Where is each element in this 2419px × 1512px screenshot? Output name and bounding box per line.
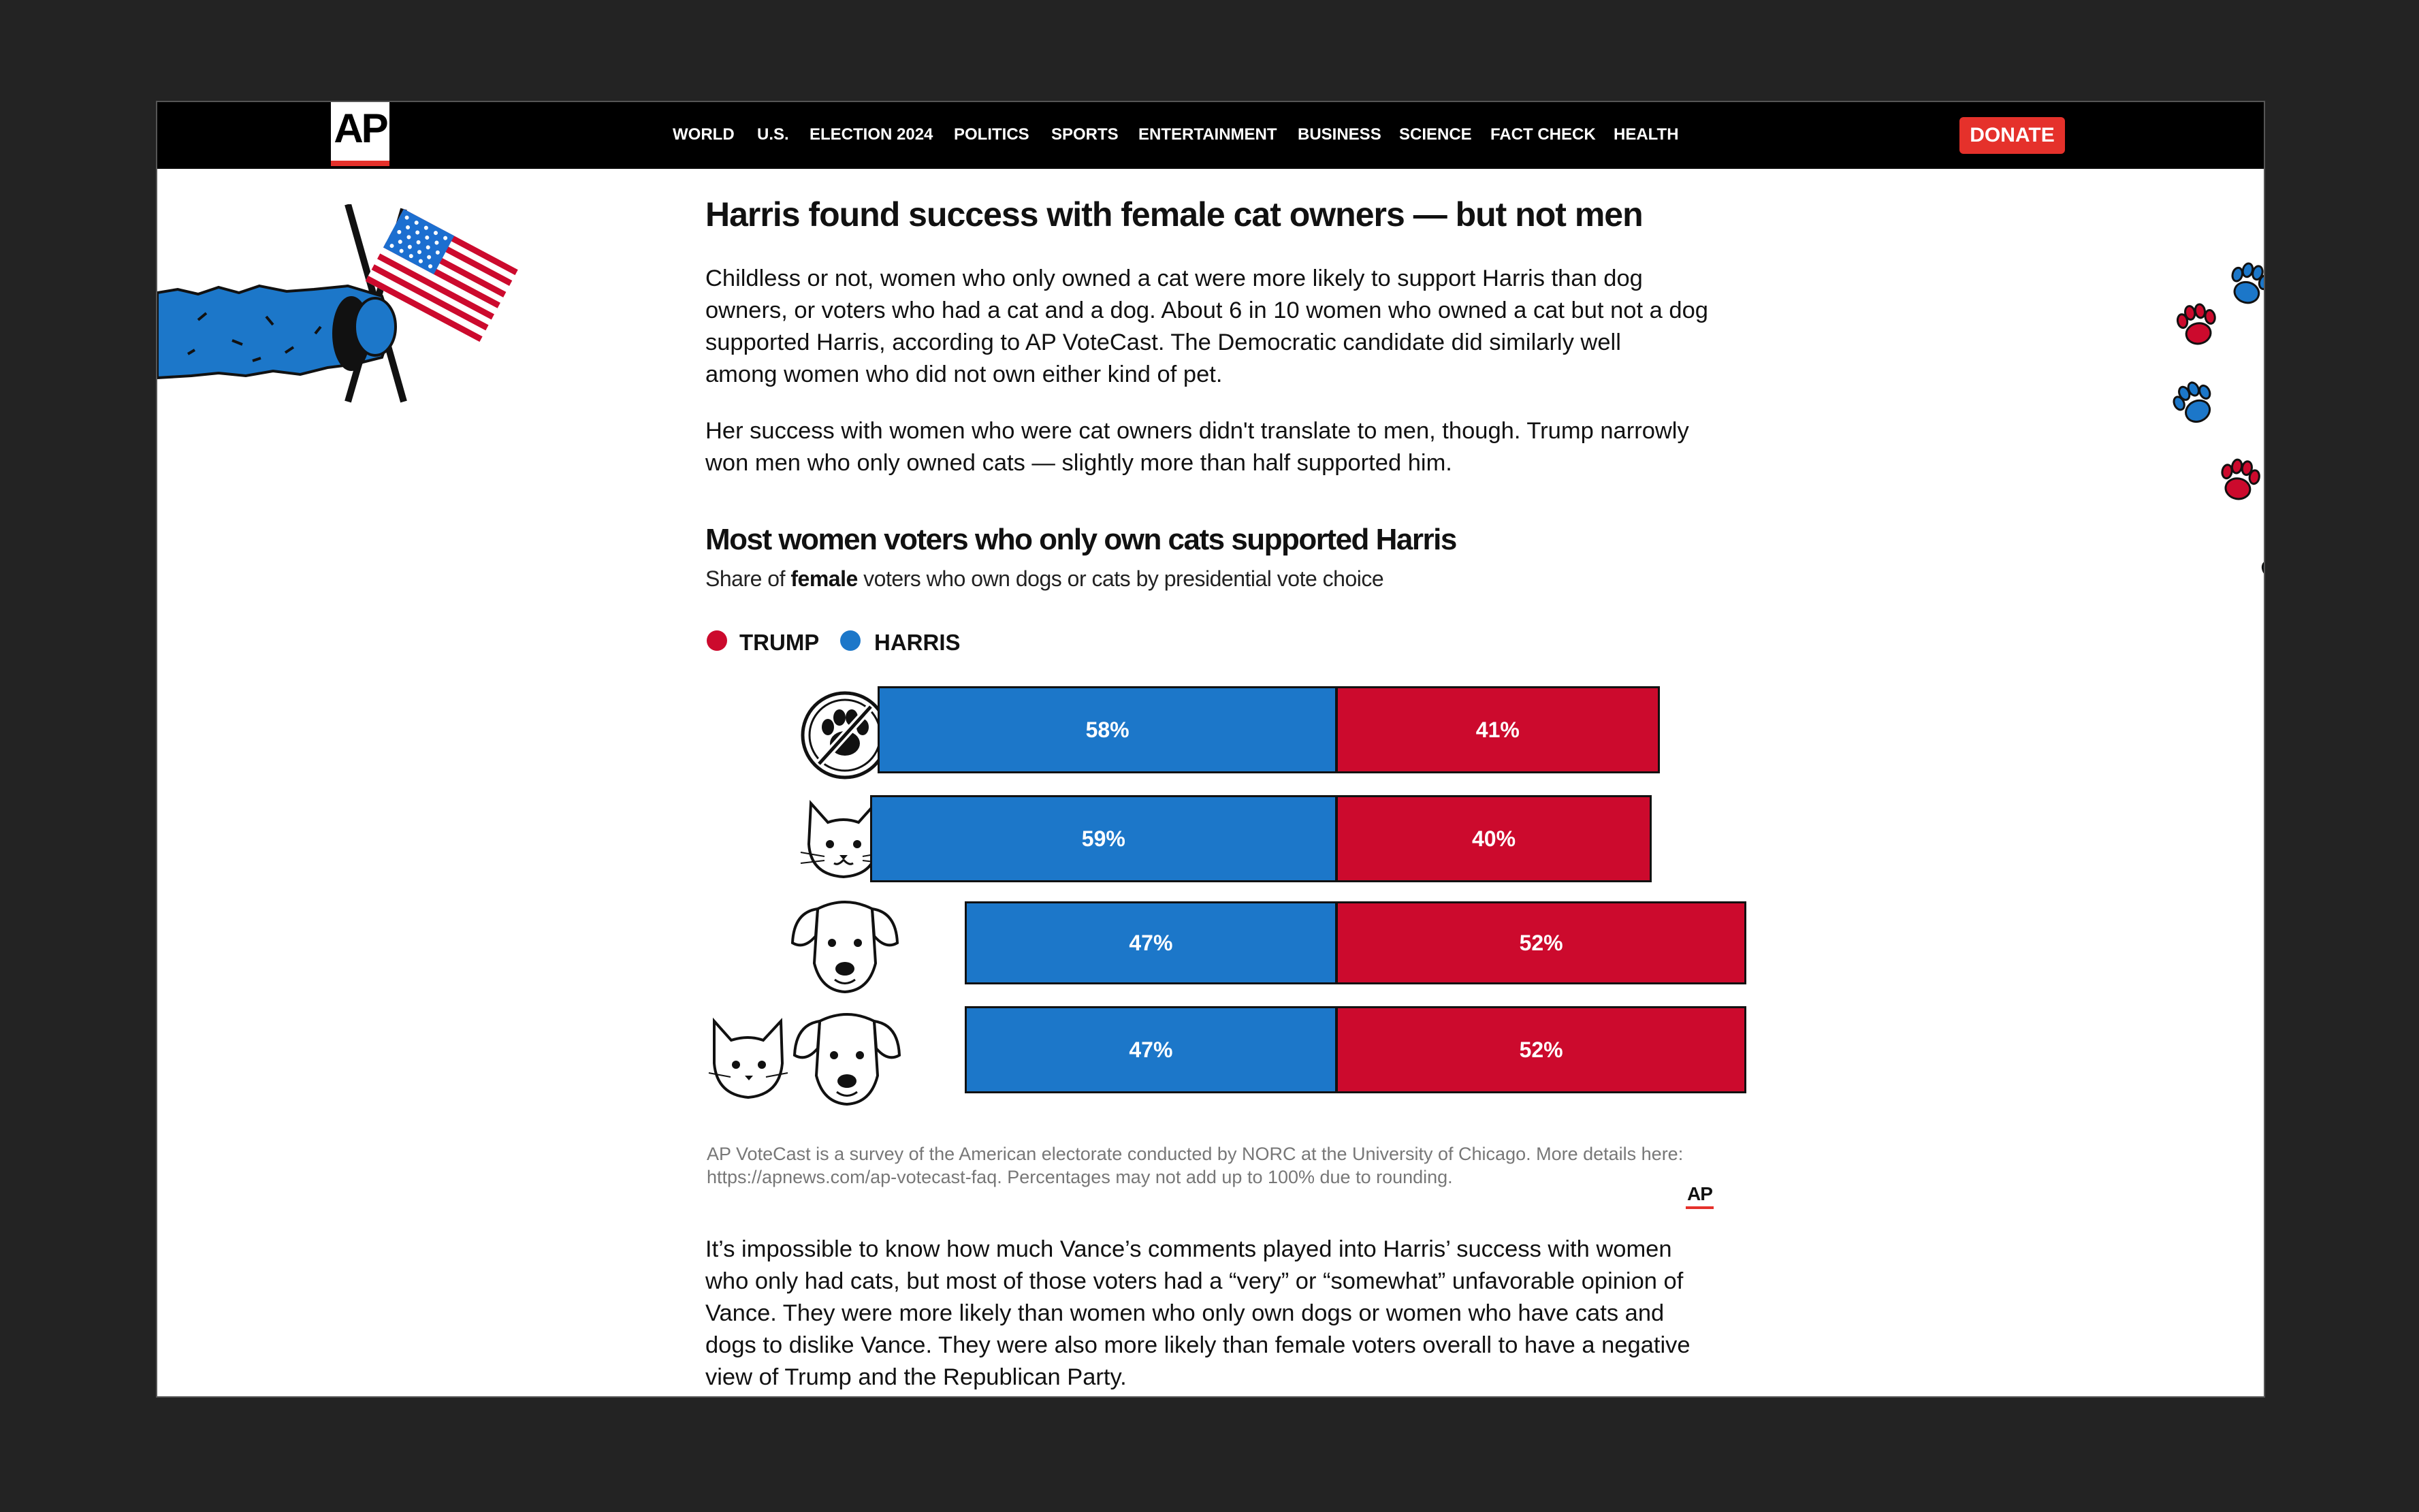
top-navigation [157,102,2264,169]
paragraph-1-line: among women who did not own either kind of pet. [705,361,1223,387]
paragraph-3-line: who only had cats, but most of those voters had a “very” or “somewhat” unfavorable opinion of [705,1268,1684,1294]
legend-trump-swatch [707,630,727,651]
paragraph-3-line: view of Trump and the Republican Party. [705,1364,1127,1390]
subtitle-part: Share of [705,566,791,591]
bar-trump-cat-only: 40% [1336,795,1652,882]
browser-page [156,101,2265,1398]
paragraph-2-line: won men who only owned cats — slightly more than half supported him. [705,450,1452,476]
cat-and-dog-icon [707,1008,905,1110]
nav-science[interactable]: SCIENCE [1399,125,1472,144]
chart-credit-logo: AP [1686,1183,1714,1209]
bar-harris-cat-and-dog: 47% [965,1006,1337,1093]
nav-health[interactable]: HEALTH [1614,125,1679,144]
dog-icon [787,895,903,997]
logo-underline [331,161,389,166]
paw-prints-decoration [1996,169,2264,782]
nav-politics[interactable]: POLITICS [954,125,1029,144]
chart-note-line: https://apnews.com/ap-votecast-faq. Percentages may not add up to 100% due to rounding. [707,1167,1453,1187]
nav-fact-check[interactable]: FACT CHECK [1490,125,1596,144]
chart-note-line: AP VoteCast is a survey of the American electorate conducted by NORC at the University of Chicago. More details here: [707,1144,1684,1164]
paragraph-3-line: Vance. They were more likely than women who only own dogs or women who have cats and [705,1300,1665,1326]
paragraph-2 [705,415,1713,479]
paragraph-1-line: supported Harris, according to AP VoteCast. The Democratic candidate did similarly well [705,329,1621,355]
nav-sports[interactable]: SPORTS [1051,125,1119,144]
paragraph-1-line: owners, or voters who had a cat and a dog. About 6 in 10 women who owned a cat but not a dog [705,297,1708,323]
bar-trump-cat-and-dog: 52% [1336,1006,1746,1093]
chart-subtitle [705,566,1713,592]
bar-harris-dog-only: 47% [965,901,1337,984]
bar-harris-cat-only: 59% [870,795,1337,882]
paragraph-1 [705,263,1713,391]
nav-us[interactable]: U.S. [757,125,789,144]
nav-entertainment[interactable]: ENTERTAINMENT [1138,125,1277,144]
bar-trump-dog-only: 52% [1336,901,1746,984]
nav-election-2024[interactable]: ELECTION 2024 [810,125,933,144]
legend-harris-swatch [840,630,861,651]
bar-trump-no-pets: 41% [1336,686,1660,773]
chart-title: Most women voters who only own cats supported Harris [705,523,1456,556]
donate-button[interactable]: DONATE [1959,117,2065,154]
paragraph-2-line: Her success with women who were cat owners didn't translate to men, though. Trump narrowly [705,418,1689,444]
paw-with-flag-illustration [157,204,593,429]
blue-paw-arm [157,286,396,378]
subtitle-emphasis: female [790,566,858,591]
chart-note [707,1142,1683,1189]
paragraph-3 [705,1234,1713,1394]
paragraph-3-line: It’s impossible to know how much Vance’s comments played into Harris’ success with women [705,1236,1672,1262]
legend-harris-label: HARRIS [874,630,961,655]
nav-business[interactable]: BUSINESS [1298,125,1381,144]
section-heading: Harris found success with female cat owners — but not men [705,195,1643,234]
ap-logo[interactable] [331,102,389,166]
legend-trump-label: TRUMP [739,630,820,655]
logo-text: AP [334,106,387,151]
paragraph-1-line: Childless or not, women who only owned a cat were more likely to support Harris than dog [705,266,1643,291]
nav-world[interactable]: WORLD [673,125,735,144]
paragraph-3-line: dogs to dislike Vance. They were also more likely than female voters overall to have a negative [705,1332,1691,1358]
bar-harris-no-pets: 58% [878,686,1337,773]
subtitle-part: voters who own dogs or cats by presidential vote choice [857,566,1384,591]
